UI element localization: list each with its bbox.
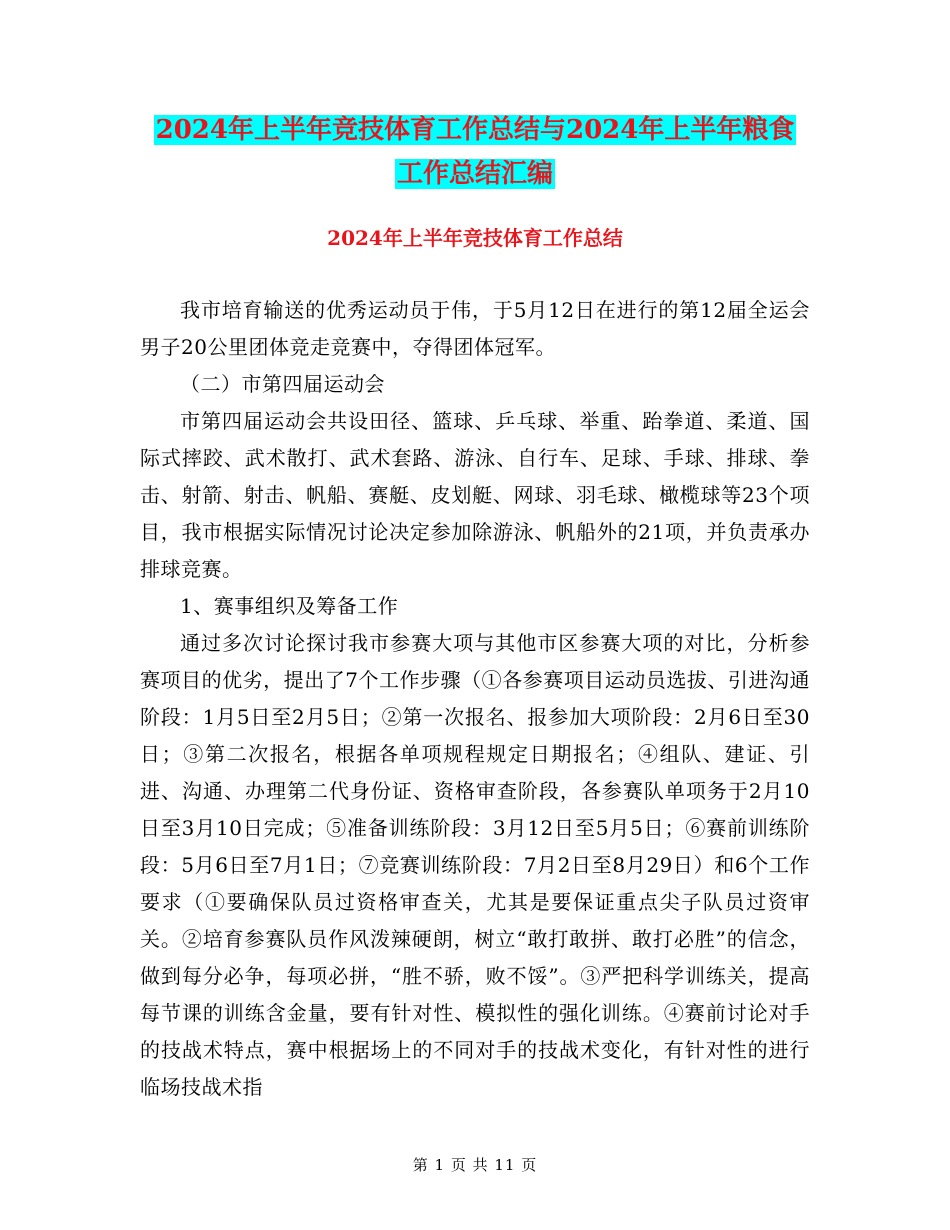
section-title: 2024年上半年竞技体育工作总结 [327, 226, 623, 250]
paragraph: 我市培育输送的优秀运动员于伟，于5月12日在进行的第12届全运会男子20公里团体竞走竞赛中，夺得团体冠军。 [140, 298, 810, 359]
document-body [140, 292, 810, 1106]
document-title-line-2: 工作总结汇编 [396, 159, 553, 189]
paragraph: 通过多次讨论探讨我市参赛大项与其他市区参赛大项的对比，分析参赛项目的优劣，提出了7个工作步骤（①各参赛项目运动员选拔、引进沟通阶段：1月5日至2月5日；②第一次报名、报参加大项阶段：2月6日至30日；③第二次报名，根据各单项规程规定日期报名；④组队、建证、引进、沟通、办理第二代身份证、资格审查阶段，各参赛队单项务于2月10日至3月10日完成；⑤准备训练阶段：3月12日至5月5日；⑥赛前训练阶段：5月6日至7月1日；⑦竞赛训练阶段：7月2日至8月29日）和6个工作要求（①要确保队员过资格审查关，尤其是要保证重点尖子队员过资审关。②培育参赛队员作风泼辣硬朗，树立“敢打敢拼、敢打必胜”的信念，做到每分必争，每项必拼，“胜不骄，败不馁”。③严把科学训练关，提高每节课的训练含金量，要有针对性、模拟性的强化训练。④赛前讨论对手的技战术特点，赛中根据场上的不同对手的技战术变化，有针对性的进行临场技战术指 [140, 631, 810, 1099]
paragraph: （二）市第四届运动会 [180, 372, 385, 396]
document-title-line-1: 2024年上半年竞技体育工作总结与2024年上半年粮食 [155, 115, 795, 145]
paragraph: 市第四届运动会共设田径、篮球、乒乓球、举重、跆拳道、柔道、国际式摔跤、武术散打、武术套路、游泳、自行车、足球、手球、排球、拳击、射箭、射击、帆船、赛艇、皮划艇、网球、羽毛球、橄榄球等23个项目，我市根据实际情况讨论决定参加除游泳、帆船外的21项，并负责承办排球竞赛。 [140, 409, 810, 581]
page-footer: 第 1 页 共 11 页 [412, 1156, 538, 1174]
paragraph: 1、赛事组织及筹备工作 [180, 594, 399, 618]
